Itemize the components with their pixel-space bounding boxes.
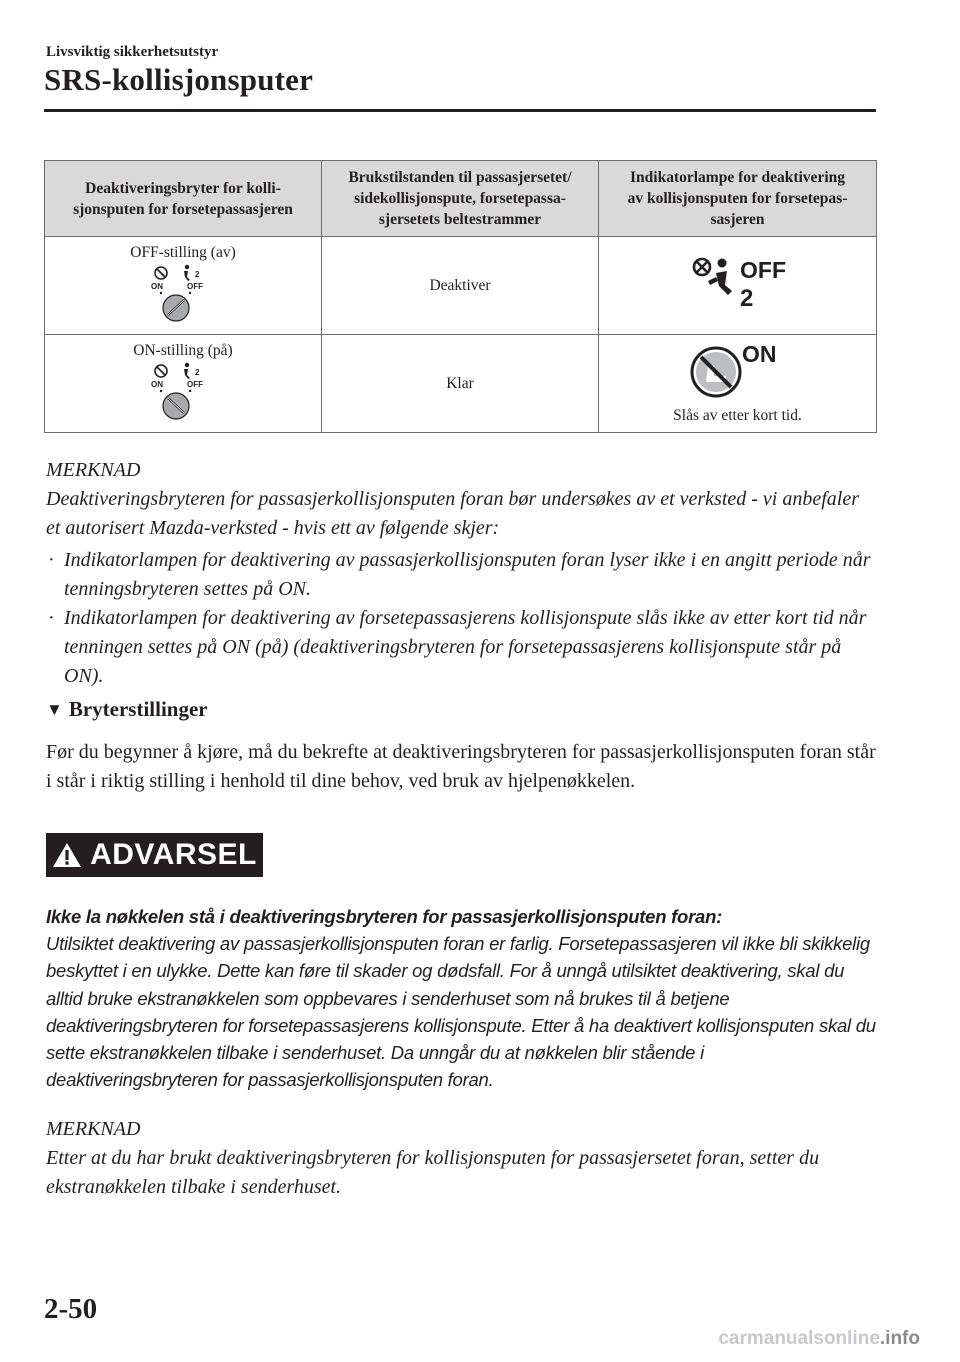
svg-text:ON: ON (151, 282, 163, 291)
note-text: Deaktiveringsbryteren for passasjerkollisjonsputen foran bør undersøkes av et verksted - vi anbefaler et autorisert Mazda-verksted - hvis ett av følgende skjer: (46, 488, 859, 539)
svg-text:ON: ON (151, 380, 163, 389)
note-block (46, 456, 876, 543)
triangle-down-icon: ▼ (46, 700, 63, 719)
svg-text:ON: ON (741, 342, 776, 367)
list-item: · Indikatorlampen for deaktivering av passasjerkollisjonsputen foran lyser ikke i en angitt periode når tenningsbryteren settes på ON. (48, 549, 871, 600)
svg-text:OFF: OFF (187, 380, 203, 389)
warning-text: Utilsiktet deaktivering av passasjerkollisjonsputen foran er farlig. Forsetepassasjeren vil ikke bli skikkelig beskyttet i en ulykke. Dette kan føre til skader og dødsfall. For å unngå utilsiktet deaktivering, skal du alltid bruke ekstranøkkelen som oppbevares i senderhuset som nå brukes til å betjene deaktiveringsbryteren for forsetepassasjerens kollisjonspute. Etter å ha deaktivert kollisjonsputen skal du sette ekstranøkkelen tilbake i senderhuset. Da unngår du at nøkkelen blir stående i deaktiveringsbryteren for passasjerkollisjonsputen foran. (46, 933, 876, 1091)
svg-text:OFF: OFF (739, 257, 786, 283)
status-value: Deaktiver (429, 276, 491, 294)
svg-text:2: 2 (195, 368, 200, 377)
switch-cell-on (45, 335, 322, 433)
position-label: OFF-stilling (av) (130, 244, 236, 261)
note-text: Etter at du har brukt deaktiveringsbryteren for kollisjonsputen for passasjersetet foran, setter du ekstranøkkelen tilbake i senderhuset. (46, 1147, 820, 1198)
watermark: carmanualsonline.info (718, 1328, 920, 1349)
note-bullet-list (46, 546, 876, 691)
switch-status-table (44, 160, 877, 433)
warning-label: ADVARSEL (90, 838, 257, 871)
title-rule (44, 109, 876, 112)
indicator-cell-off (599, 237, 877, 335)
switch-on-position-icon (143, 360, 223, 422)
list-item: · Indikatorlampen for deaktivering av forsetepassasjerens kollisjonspute slås ikke av etter kort tid når tenningen settes på ON (på) (deaktiveringsbryteren for forsetepassasjerens kollisjonspute står på ON). (48, 607, 867, 687)
position-label: ON-stilling (på) (133, 342, 233, 359)
svg-text:2: 2 (195, 270, 200, 279)
status-cell-on (322, 335, 599, 433)
warning-text-block (46, 903, 878, 1093)
airbag-off-indicator-icon (678, 251, 798, 315)
table-row (45, 237, 877, 335)
switch-off-position-icon (143, 262, 223, 324)
table-header-row (45, 161, 877, 237)
table-header-switch: Deaktiveringsbryter for kolli- sjonsputen for forsetepassasjeren (45, 161, 322, 237)
warning-heading: Ikke la nøkkelen stå i deaktiveringsbryteren for passasjerkollisjonsputen foran: (46, 906, 723, 927)
status-cell-off (322, 237, 599, 335)
note-block-2 (46, 1115, 876, 1202)
section-subheading: ▼ Bryterstillinger (46, 697, 208, 721)
warning-badge (46, 833, 263, 877)
section-label: Livsviktig sikkerhetsutstyr (46, 44, 219, 60)
table-header-status: Brukstilstanden til passasjersetet/ sidekollisjonspute, forsetepassa- sjersetets beltestrammer (322, 161, 599, 237)
note-heading: MERKNAD (46, 1118, 141, 1140)
airbag-on-indicator-icon (688, 342, 788, 398)
table-header-indicator: Indikatorlampe for deaktivering av kollisjonsputen for forsetepas- sasjeren (599, 161, 877, 237)
indicator-caption: Slås av etter kort tid. (673, 407, 802, 424)
table-row (45, 335, 877, 433)
svg-text:OFF: OFF (187, 282, 203, 291)
svg-text:2: 2 (739, 285, 753, 312)
warning-icon (52, 842, 82, 868)
note-heading: MERKNAD (46, 459, 141, 481)
indicator-cell-on (599, 335, 877, 433)
page-number: 2-50 (44, 1293, 98, 1325)
page-title: SRS-kollisjonsputer (44, 62, 314, 97)
switch-cell-off (45, 237, 322, 335)
body-paragraph: Før du begynner å kjøre, må du bekrefte at deaktiveringsbryteren for passasjerkollisjonsputen foran står i står i riktig stilling i henhold til dine behov, ved bruk av hjelpenøkkelen. (46, 741, 876, 792)
status-value: Klar (446, 374, 474, 392)
